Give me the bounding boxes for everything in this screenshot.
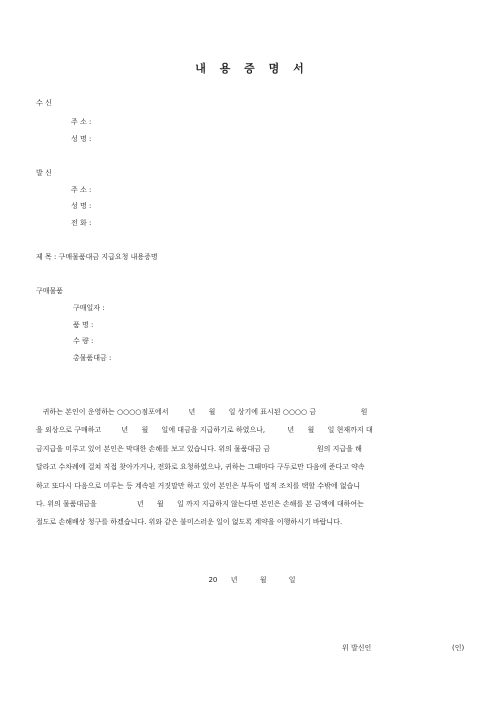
body-line: 을 외상으로 구매하고 년 월 일에 대금을 지급하기로 하였으나, 년 월 일 현재까지 대 <box>36 426 373 435</box>
body-paragraph <box>36 403 470 532</box>
body-line: 달라고 수차례에 걸쳐 직접 찾아가거나, 전화로 요청하였으나, 귀하는 그때마다 구두로만 다음에 준다고 약속 <box>36 463 365 472</box>
date-line: 20 년 월 일 <box>208 576 296 584</box>
document-title: 내 용 증 명 서 <box>195 62 309 75</box>
body-line: 절도로 손해배상 청구를 하겠습니다. 위와 같은 불미스러운 일이 없도록 계약을 이행하시기 바랍니다. <box>36 518 343 527</box>
sender-heading: 발 신 <box>36 169 52 177</box>
body-line: 다. 위의 물품대금을 년 월 일 까지 지급하지 않는다면 본인은 손해를 본 금액에 대하여는 <box>36 500 364 509</box>
sender-address-label: 주 소 : <box>71 186 92 194</box>
body-line: 금지급을 미루고 있어 본인은 막대한 손해를 보고 있습니다. 위의 물품대금 금 원의 지급을 해 <box>36 444 362 453</box>
body-line: 하고 또다시 다음으로 미루는 등 계속된 거짓말만 하고 있어 본인은 부득이 법적 조치를 택할 수밖에 없습니 <box>36 481 361 490</box>
product-name-label: 품 명 : <box>73 321 94 329</box>
recipient-name-label: 성 명 : <box>71 135 92 143</box>
seal-mark: (인) <box>452 644 465 652</box>
body-line: 귀하는 본인이 운영하는 ○○○○점포에서 년 월 일 상기에 표시된 ○○○○ 금 원 <box>36 408 368 416</box>
items-heading: 구매물품 <box>36 287 64 295</box>
quantity-label: 수 량 : <box>73 337 94 345</box>
sender-phone-label: 전 화 : <box>71 219 92 227</box>
purchase-date-label: 구매일자 : <box>73 304 105 312</box>
total-amount-label: 총물품대금 : <box>73 354 112 362</box>
sender-name-label: 성 명 : <box>71 202 92 210</box>
recipient-heading: 수 신 <box>36 99 52 107</box>
recipient-address-label: 주 소 : <box>71 118 92 126</box>
signature-label: 위 발신인 <box>342 644 372 652</box>
subject-line: 제 목 : 구매물품대금 지급요청 내용증명 <box>36 253 158 261</box>
